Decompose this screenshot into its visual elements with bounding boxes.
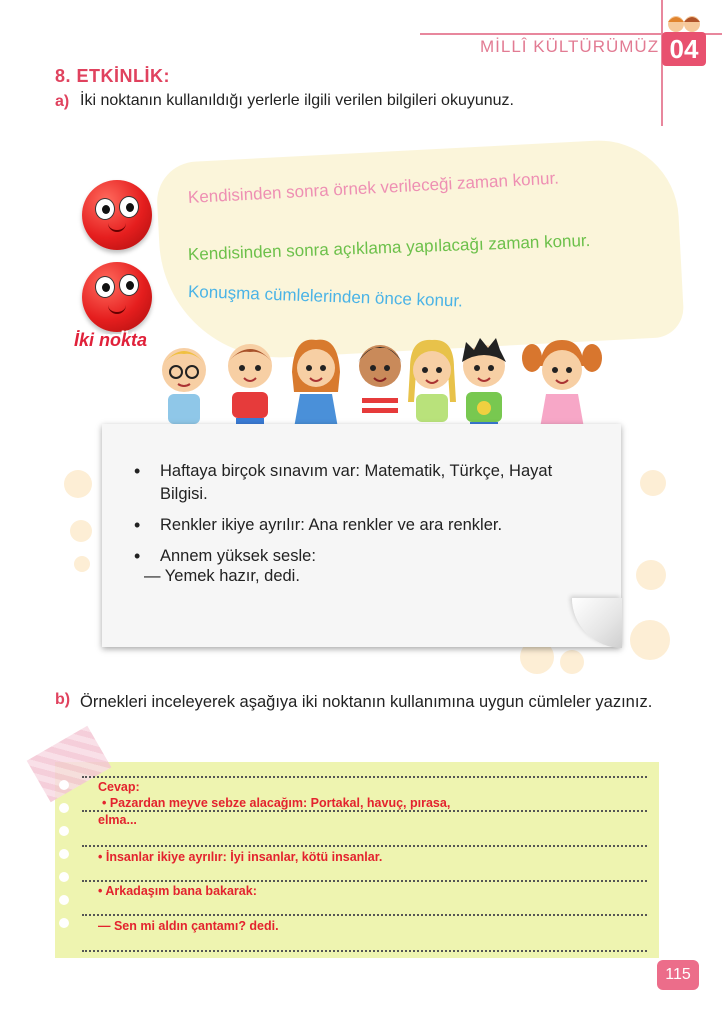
page-number: 115 xyxy=(657,960,699,990)
decor-dot xyxy=(74,556,90,572)
decor-dot xyxy=(64,470,92,498)
answer-heading: Cevap: xyxy=(98,780,140,794)
info-line-example: Kendisinden sonra örnek verileceği zaman konur. xyxy=(187,168,560,207)
writing-line xyxy=(82,776,647,778)
unit-title: MİLLÎ KÜLTÜRÜMÜZ xyxy=(480,37,660,56)
mouth-icon xyxy=(108,304,126,314)
answer-line: • Pazardan meyve sebze alacağım: Portakal, havuç, pırasa, xyxy=(102,796,451,810)
part-b-label: b) xyxy=(55,691,71,708)
examples-card xyxy=(102,424,621,647)
example-item: • Haftaya birçok sınavım var: Matematik, Türkçe, Hayat Bilgisi. xyxy=(134,460,594,506)
writing-line xyxy=(82,880,647,882)
answer-line: elma... xyxy=(98,813,137,827)
mascot-label: İki nokta xyxy=(74,330,148,350)
example-item: • Annem yüksek sesle: xyxy=(134,545,594,568)
eye-icon xyxy=(119,196,139,218)
decor-dot xyxy=(640,470,666,496)
info-line-explanation: Kendisinden sonra açıklama yapılacağı zaman konur. xyxy=(187,230,591,264)
answer-line: • Arkadaşım bana bakarak: xyxy=(98,884,257,898)
answer-line: — Sen mi aldın çantamı? dedi. xyxy=(98,919,279,933)
part-a-label: a) xyxy=(55,93,70,110)
eye-icon xyxy=(119,274,139,296)
example-dialog-line: — Yemek hazır, dedi. xyxy=(144,567,300,585)
mouth-icon xyxy=(108,222,126,232)
eye-icon xyxy=(95,198,115,220)
examples-list xyxy=(134,460,594,576)
decor-dot xyxy=(70,520,92,542)
kids-decoration-icon xyxy=(664,10,704,34)
part-b-instruction: Örnekleri inceleyerek aşağıya iki noktanın kullanımına uygun cümleler yazınız. xyxy=(80,693,653,711)
colon-mascot-bottom xyxy=(82,262,152,332)
writing-line xyxy=(82,914,647,916)
example-item: • Renkler ikiye ayrılır: Ana renkler ve ara renkler. xyxy=(134,514,594,537)
decor-dot xyxy=(560,650,584,674)
answer-line: • İnsanlar ikiye ayrılır: İyi insanlar, kötü insanlar. xyxy=(98,850,383,864)
writing-line xyxy=(82,810,647,812)
part-a-instruction: İki noktanın kullanıldığı yerlerle ilgili verilen bilgileri okuyunuz. xyxy=(80,92,514,109)
activity-title: 8. ETKİNLİK: xyxy=(55,66,171,86)
eye-icon xyxy=(95,276,115,298)
writing-line xyxy=(82,950,647,952)
colon-mascot-top xyxy=(82,180,152,250)
decor-dot xyxy=(630,620,670,660)
writing-line xyxy=(82,845,647,847)
notepad-holes xyxy=(59,780,69,941)
unit-number-badge: 04 xyxy=(662,32,706,66)
decor-dot xyxy=(636,560,666,590)
info-line-speech: Konuşma cümlelerinden önce konur. xyxy=(187,282,464,311)
